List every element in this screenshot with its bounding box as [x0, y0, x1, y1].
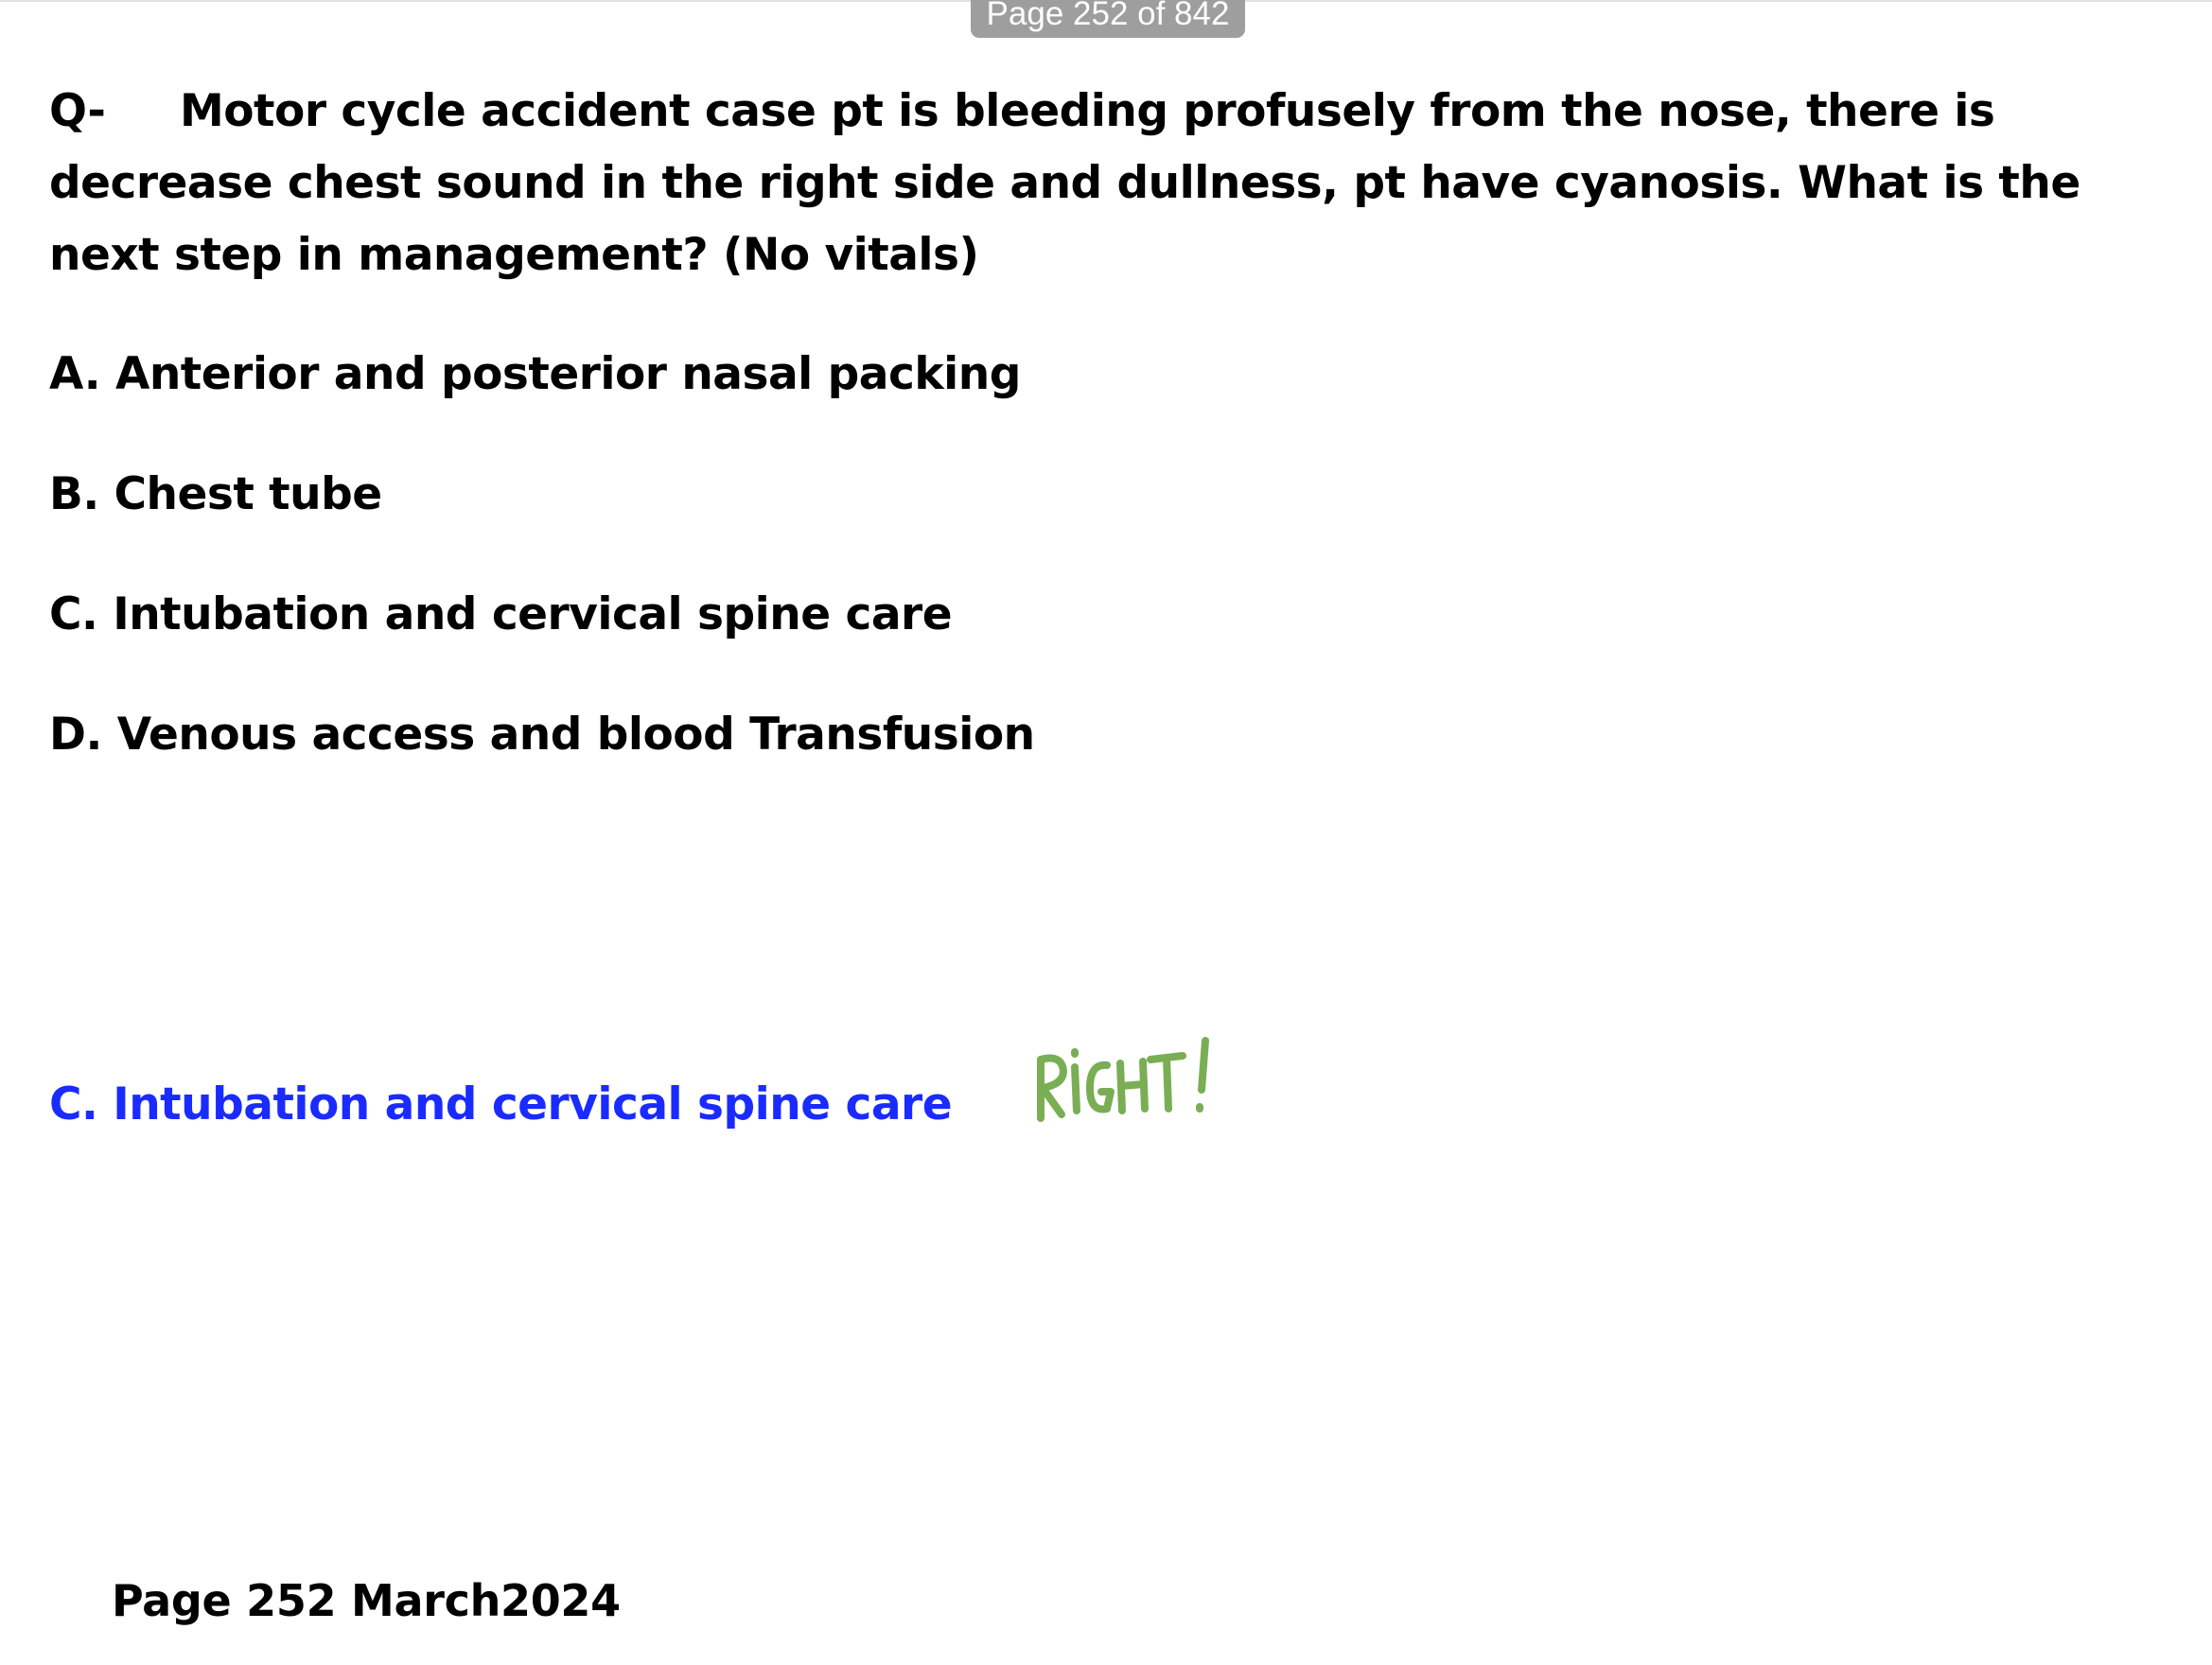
- option-d: D. Venous access and blood Transfusion: [49, 709, 1035, 761]
- option-c: C. Intubation and cervical spine care: [49, 588, 953, 640]
- answer-text: C. Intubation and cervical spine care: [49, 1078, 953, 1130]
- right-stamp: [1033, 1031, 1222, 1126]
- question-text: [49, 76, 2178, 291]
- page-footer: Page 252 March2024: [112, 1575, 621, 1626]
- page-indicator: Page 252 of 842: [971, 0, 1245, 38]
- question-body: Motor cycle accident case pt is bleeding profusely from the nose, there is decrease chest sound in the right side and dullness, pt have cyanosis. What is the next step in management? (No vitals): [49, 85, 2080, 281]
- option-b: B. Chest tube: [49, 468, 382, 520]
- question-prefix: Q-: [49, 85, 106, 137]
- option-a: A. Anterior and posterior nasal packing: [49, 348, 1021, 400]
